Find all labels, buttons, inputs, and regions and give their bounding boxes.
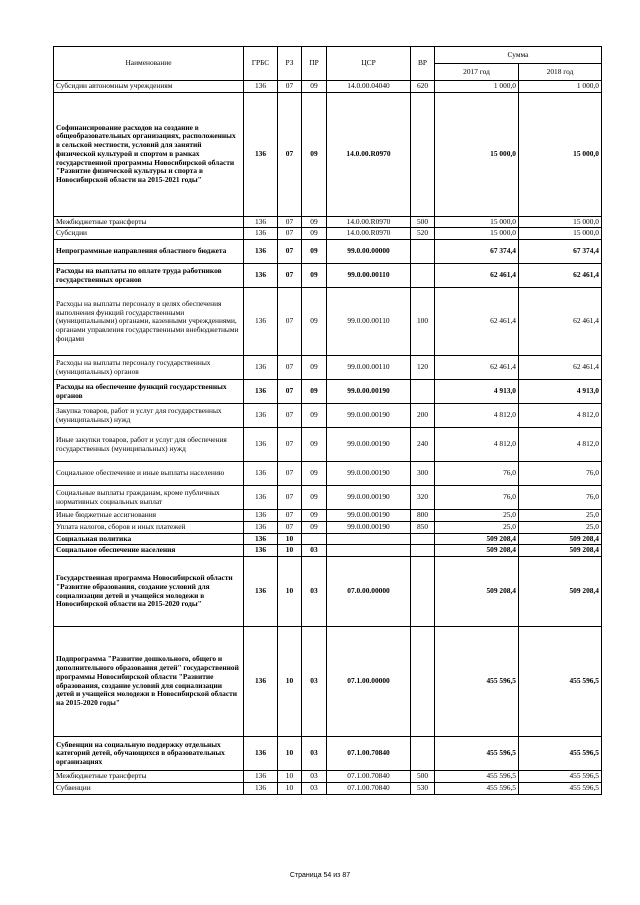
row-vr bbox=[411, 92, 435, 216]
row-rz: 07 bbox=[278, 428, 302, 462]
row-csr: 99.0.00.00110 bbox=[327, 356, 411, 380]
row-csr: 07.1.00.70840 bbox=[327, 771, 411, 783]
row-csr: 07.1.00.00000 bbox=[327, 627, 411, 737]
row-csr: 14.0.00.R0970 bbox=[327, 216, 411, 228]
row-grbs: 136 bbox=[244, 510, 278, 522]
row-rz: 07 bbox=[278, 356, 302, 380]
row-sum-2017: 76,0 bbox=[435, 462, 519, 486]
row-grbs: 136 bbox=[244, 81, 278, 93]
row-csr: 99.0.00.00190 bbox=[327, 521, 411, 533]
header-vr: ВР bbox=[411, 47, 435, 81]
row-vr bbox=[411, 380, 435, 404]
table-row bbox=[54, 510, 602, 522]
row-rz: 07 bbox=[278, 510, 302, 522]
row-grbs: 136 bbox=[244, 288, 278, 356]
row-pr: 09 bbox=[302, 428, 327, 462]
row-pr: 09 bbox=[302, 288, 327, 356]
row-vr bbox=[411, 533, 435, 545]
table-row bbox=[54, 533, 602, 545]
table-row bbox=[54, 356, 602, 380]
row-grbs: 136 bbox=[244, 557, 278, 627]
table-row bbox=[54, 782, 602, 794]
row-pr bbox=[302, 533, 327, 545]
table-row bbox=[54, 627, 602, 737]
row-vr bbox=[411, 240, 435, 264]
row-rz: 07 bbox=[278, 521, 302, 533]
row-csr: 14.0.00.R0970 bbox=[327, 92, 411, 216]
row-pr: 09 bbox=[302, 240, 327, 264]
row-pr: 09 bbox=[302, 380, 327, 404]
row-sum-2018: 509 208,4 bbox=[519, 533, 602, 545]
row-pr: 03 bbox=[302, 545, 327, 557]
row-name: Расходы на выплаты персоналу в целях обеспечения выполнения функций государственными (муниципальными) органами, казенными учреждениями, органами управления государственными внебюджетными фондами bbox=[54, 288, 244, 356]
row-grbs: 136 bbox=[244, 771, 278, 783]
row-rz: 07 bbox=[278, 92, 302, 216]
row-sum-2017: 1 000,0 bbox=[435, 81, 519, 93]
row-vr: 200 bbox=[411, 404, 435, 428]
row-sum-2018: 455 596,5 bbox=[519, 771, 602, 783]
row-name: Иные закупки товаров, работ и услуг для обеспечения государственных (муниципальных) нужд bbox=[54, 428, 244, 462]
row-name: Субсидии автономным учреждениям bbox=[54, 81, 244, 93]
row-sum-2017: 509 208,4 bbox=[435, 533, 519, 545]
row-pr: 09 bbox=[302, 228, 327, 240]
row-pr: 03 bbox=[302, 771, 327, 783]
row-sum-2017: 25,0 bbox=[435, 521, 519, 533]
row-rz: 10 bbox=[278, 737, 302, 771]
row-pr: 03 bbox=[302, 557, 327, 627]
row-vr: 850 bbox=[411, 521, 435, 533]
row-vr bbox=[411, 264, 435, 288]
row-rz: 07 bbox=[278, 404, 302, 428]
row-vr: 500 bbox=[411, 771, 435, 783]
row-name: Социальное обеспечение и иные выплаты населению bbox=[54, 462, 244, 486]
table-row bbox=[54, 92, 602, 216]
row-grbs: 136 bbox=[244, 533, 278, 545]
row-grbs: 136 bbox=[244, 404, 278, 428]
row-csr: 99.0.00.00190 bbox=[327, 428, 411, 462]
row-rz: 10 bbox=[278, 782, 302, 794]
row-sum-2017: 455 596,5 bbox=[435, 627, 519, 737]
row-name: Расходы на обеспечение функций государственных органов bbox=[54, 380, 244, 404]
row-rz: 07 bbox=[278, 81, 302, 93]
row-sum-2017: 76,0 bbox=[435, 486, 519, 510]
row-rz: 10 bbox=[278, 557, 302, 627]
header-grbs: ГРБС bbox=[244, 47, 278, 81]
row-sum-2017: 4 913,0 bbox=[435, 380, 519, 404]
row-vr: 100 bbox=[411, 288, 435, 356]
row-sum-2018: 67 374,4 bbox=[519, 240, 602, 264]
row-grbs: 136 bbox=[244, 545, 278, 557]
row-pr: 03 bbox=[302, 627, 327, 737]
row-sum-2017: 4 812,0 bbox=[435, 404, 519, 428]
table-row bbox=[54, 288, 602, 356]
table-row bbox=[54, 404, 602, 428]
header-year-2018: 2018 год bbox=[519, 64, 602, 81]
row-csr: 07.1.00.70840 bbox=[327, 737, 411, 771]
row-name: Субвенции bbox=[54, 782, 244, 794]
row-sum-2018: 4 812,0 bbox=[519, 404, 602, 428]
row-pr: 09 bbox=[302, 81, 327, 93]
table-row bbox=[54, 216, 602, 228]
row-sum-2017: 509 208,4 bbox=[435, 545, 519, 557]
row-sum-2018: 76,0 bbox=[519, 486, 602, 510]
row-vr bbox=[411, 627, 435, 737]
row-vr: 120 bbox=[411, 356, 435, 380]
row-vr bbox=[411, 545, 435, 557]
header-sum: Сумма bbox=[435, 47, 602, 64]
table-row bbox=[54, 462, 602, 486]
row-rz: 07 bbox=[278, 228, 302, 240]
row-vr: 520 bbox=[411, 228, 435, 240]
row-name: Расходы на выплаты персоналу государственных (муниципальных) органов bbox=[54, 356, 244, 380]
row-csr: 14.0.00.R0970 bbox=[327, 228, 411, 240]
row-grbs: 136 bbox=[244, 737, 278, 771]
row-vr: 530 bbox=[411, 782, 435, 794]
row-sum-2018: 455 596,5 bbox=[519, 627, 602, 737]
row-sum-2018: 4 812,0 bbox=[519, 428, 602, 462]
row-pr: 03 bbox=[302, 737, 327, 771]
row-pr: 09 bbox=[302, 521, 327, 533]
table-row bbox=[54, 428, 602, 462]
table-row bbox=[54, 737, 602, 771]
row-grbs: 136 bbox=[244, 380, 278, 404]
row-csr: 99.0.00.00110 bbox=[327, 288, 411, 356]
row-csr: 99.0.00.00190 bbox=[327, 510, 411, 522]
row-name: Расходы на выплаты по оплате труда работников государственных органов bbox=[54, 264, 244, 288]
table-row bbox=[54, 486, 602, 510]
row-sum-2017: 455 596,5 bbox=[435, 782, 519, 794]
table-row bbox=[54, 557, 602, 627]
row-sum-2018: 25,0 bbox=[519, 521, 602, 533]
row-sum-2018: 25,0 bbox=[519, 510, 602, 522]
row-vr bbox=[411, 737, 435, 771]
row-sum-2017: 15 000,0 bbox=[435, 92, 519, 216]
row-grbs: 136 bbox=[244, 486, 278, 510]
row-vr: 300 bbox=[411, 462, 435, 486]
row-vr: 620 bbox=[411, 81, 435, 93]
row-name: Межбюджетные трансферты bbox=[54, 771, 244, 783]
row-csr: 99.0.00.00190 bbox=[327, 486, 411, 510]
row-pr: 09 bbox=[302, 486, 327, 510]
row-rz: 10 bbox=[278, 627, 302, 737]
row-name: Межбюджетные трансферты bbox=[54, 216, 244, 228]
row-csr: 99.0.00.00190 bbox=[327, 380, 411, 404]
row-rz: 10 bbox=[278, 533, 302, 545]
row-grbs: 136 bbox=[244, 521, 278, 533]
row-pr: 09 bbox=[302, 404, 327, 428]
row-grbs: 136 bbox=[244, 462, 278, 486]
header-rz: РЗ bbox=[278, 47, 302, 81]
row-name: Подпрограмма "Развитие дошкольного, общего и дополнительного образования детей" государственной программы Новосибирской области "Развитие образования, создание условий для социализации детей и учащейся молодежи в Новосибирской области на 2015-2020 годы" bbox=[54, 627, 244, 737]
row-csr bbox=[327, 545, 411, 557]
row-vr bbox=[411, 557, 435, 627]
row-sum-2017: 62 461,4 bbox=[435, 264, 519, 288]
row-grbs: 136 bbox=[244, 627, 278, 737]
row-grbs: 136 bbox=[244, 356, 278, 380]
row-sum-2017: 62 461,4 bbox=[435, 288, 519, 356]
row-sum-2018: 76,0 bbox=[519, 462, 602, 486]
header-year-2017: 2017 год bbox=[435, 64, 519, 81]
row-pr: 09 bbox=[302, 216, 327, 228]
table-body bbox=[54, 81, 602, 795]
row-rz: 10 bbox=[278, 771, 302, 783]
row-sum-2018: 455 596,5 bbox=[519, 782, 602, 794]
budget-table bbox=[53, 46, 602, 795]
table-row bbox=[54, 264, 602, 288]
row-rz: 07 bbox=[278, 380, 302, 404]
row-vr: 240 bbox=[411, 428, 435, 462]
row-pr: 09 bbox=[302, 356, 327, 380]
row-grbs: 136 bbox=[244, 228, 278, 240]
row-name: Софинансирование расходов на создание в общеобразовательных организациях, расположенных в сельской местности, условий для занятий физической культурой и спортом в рамках государственной программы Новосибирской области "Развитие физической культуры и спорта в Новосибирской области на 2015-2021 годы" bbox=[54, 92, 244, 216]
row-name: Субсидии bbox=[54, 228, 244, 240]
row-name: Государственная программа Новосибирской области "Развитие образования, создание условий для социализации детей и учащейся молодежи в Новосибирской области на 2015-2020 годы" bbox=[54, 557, 244, 627]
row-name: Субвенции на социальную поддержку отдельных категорий детей, обучающихся в образовательных организациях bbox=[54, 737, 244, 771]
row-sum-2018: 62 461,4 bbox=[519, 288, 602, 356]
table-row bbox=[54, 771, 602, 783]
row-sum-2018: 1 000,0 bbox=[519, 81, 602, 93]
page-number: Страница 54 из 87 bbox=[289, 872, 351, 879]
header-csr: ЦСР bbox=[327, 47, 411, 81]
row-sum-2017: 67 374,4 bbox=[435, 240, 519, 264]
row-sum-2018: 15 000,0 bbox=[519, 228, 602, 240]
row-sum-2017: 15 000,0 bbox=[435, 216, 519, 228]
row-name: Непрограммные направления областного бюджета bbox=[54, 240, 244, 264]
row-sum-2017: 4 812,0 bbox=[435, 428, 519, 462]
row-sum-2017: 509 208,4 bbox=[435, 557, 519, 627]
row-csr: 99.0.00.00110 bbox=[327, 264, 411, 288]
row-csr: 99.0.00.00190 bbox=[327, 404, 411, 428]
row-sum-2017: 62 461,4 bbox=[435, 356, 519, 380]
table-header bbox=[54, 47, 602, 81]
row-vr: 800 bbox=[411, 510, 435, 522]
row-rz: 07 bbox=[278, 240, 302, 264]
row-rz: 07 bbox=[278, 462, 302, 486]
row-sum-2017: 455 596,5 bbox=[435, 771, 519, 783]
row-csr bbox=[327, 533, 411, 545]
row-sum-2018: 455 596,5 bbox=[519, 737, 602, 771]
row-pr: 09 bbox=[302, 92, 327, 216]
row-name: Социальные выплаты гражданам, кроме публичных нормативных социальных выплат bbox=[54, 486, 244, 510]
row-sum-2018: 509 208,4 bbox=[519, 545, 602, 557]
header-name: Наименование bbox=[54, 47, 244, 81]
row-vr: 500 bbox=[411, 216, 435, 228]
row-pr: 09 bbox=[302, 510, 327, 522]
row-grbs: 136 bbox=[244, 92, 278, 216]
row-name: Социальная политика bbox=[54, 533, 244, 545]
table-row bbox=[54, 521, 602, 533]
row-grbs: 136 bbox=[244, 264, 278, 288]
row-csr: 07.0.00.00000 bbox=[327, 557, 411, 627]
table-row bbox=[54, 81, 602, 93]
row-sum-2018: 4 913,0 bbox=[519, 380, 602, 404]
row-sum-2018: 62 461,4 bbox=[519, 356, 602, 380]
row-rz: 07 bbox=[278, 264, 302, 288]
row-grbs: 136 bbox=[244, 428, 278, 462]
table-row bbox=[54, 228, 602, 240]
row-sum-2017: 25,0 bbox=[435, 510, 519, 522]
table-row bbox=[54, 240, 602, 264]
row-csr: 14.0.00.04040 bbox=[327, 81, 411, 93]
row-pr: 09 bbox=[302, 264, 327, 288]
table-row bbox=[54, 545, 602, 557]
row-sum-2018: 62 461,4 bbox=[519, 264, 602, 288]
row-sum-2017: 455 596,5 bbox=[435, 737, 519, 771]
row-sum-2017: 15 000,0 bbox=[435, 228, 519, 240]
row-sum-2018: 509 208,4 bbox=[519, 557, 602, 627]
row-sum-2018: 15 000,0 bbox=[519, 92, 602, 216]
row-csr: 07.1.00.70840 bbox=[327, 782, 411, 794]
row-grbs: 136 bbox=[244, 216, 278, 228]
row-grbs: 136 bbox=[244, 782, 278, 794]
row-name: Закупка товаров, работ и услуг для государственных (муниципальных) нужд bbox=[54, 404, 244, 428]
row-vr: 320 bbox=[411, 486, 435, 510]
row-pr: 09 bbox=[302, 462, 327, 486]
row-rz: 07 bbox=[278, 486, 302, 510]
row-name: Иные бюджетные ассигнования bbox=[54, 510, 244, 522]
row-grbs: 136 bbox=[244, 240, 278, 264]
row-rz: 07 bbox=[278, 216, 302, 228]
header-pr: ПР bbox=[302, 47, 327, 81]
row-pr: 03 bbox=[302, 782, 327, 794]
row-name: Социальное обеспечение населения bbox=[54, 545, 244, 557]
row-rz: 10 bbox=[278, 545, 302, 557]
row-csr: 99.0.00.00190 bbox=[327, 462, 411, 486]
table-row bbox=[54, 380, 602, 404]
row-name: Уплата налогов, сборов и иных платежей bbox=[54, 521, 244, 533]
row-csr: 99.0.00.00000 bbox=[327, 240, 411, 264]
row-sum-2018: 15 000,0 bbox=[519, 216, 602, 228]
row-rz: 07 bbox=[278, 288, 302, 356]
